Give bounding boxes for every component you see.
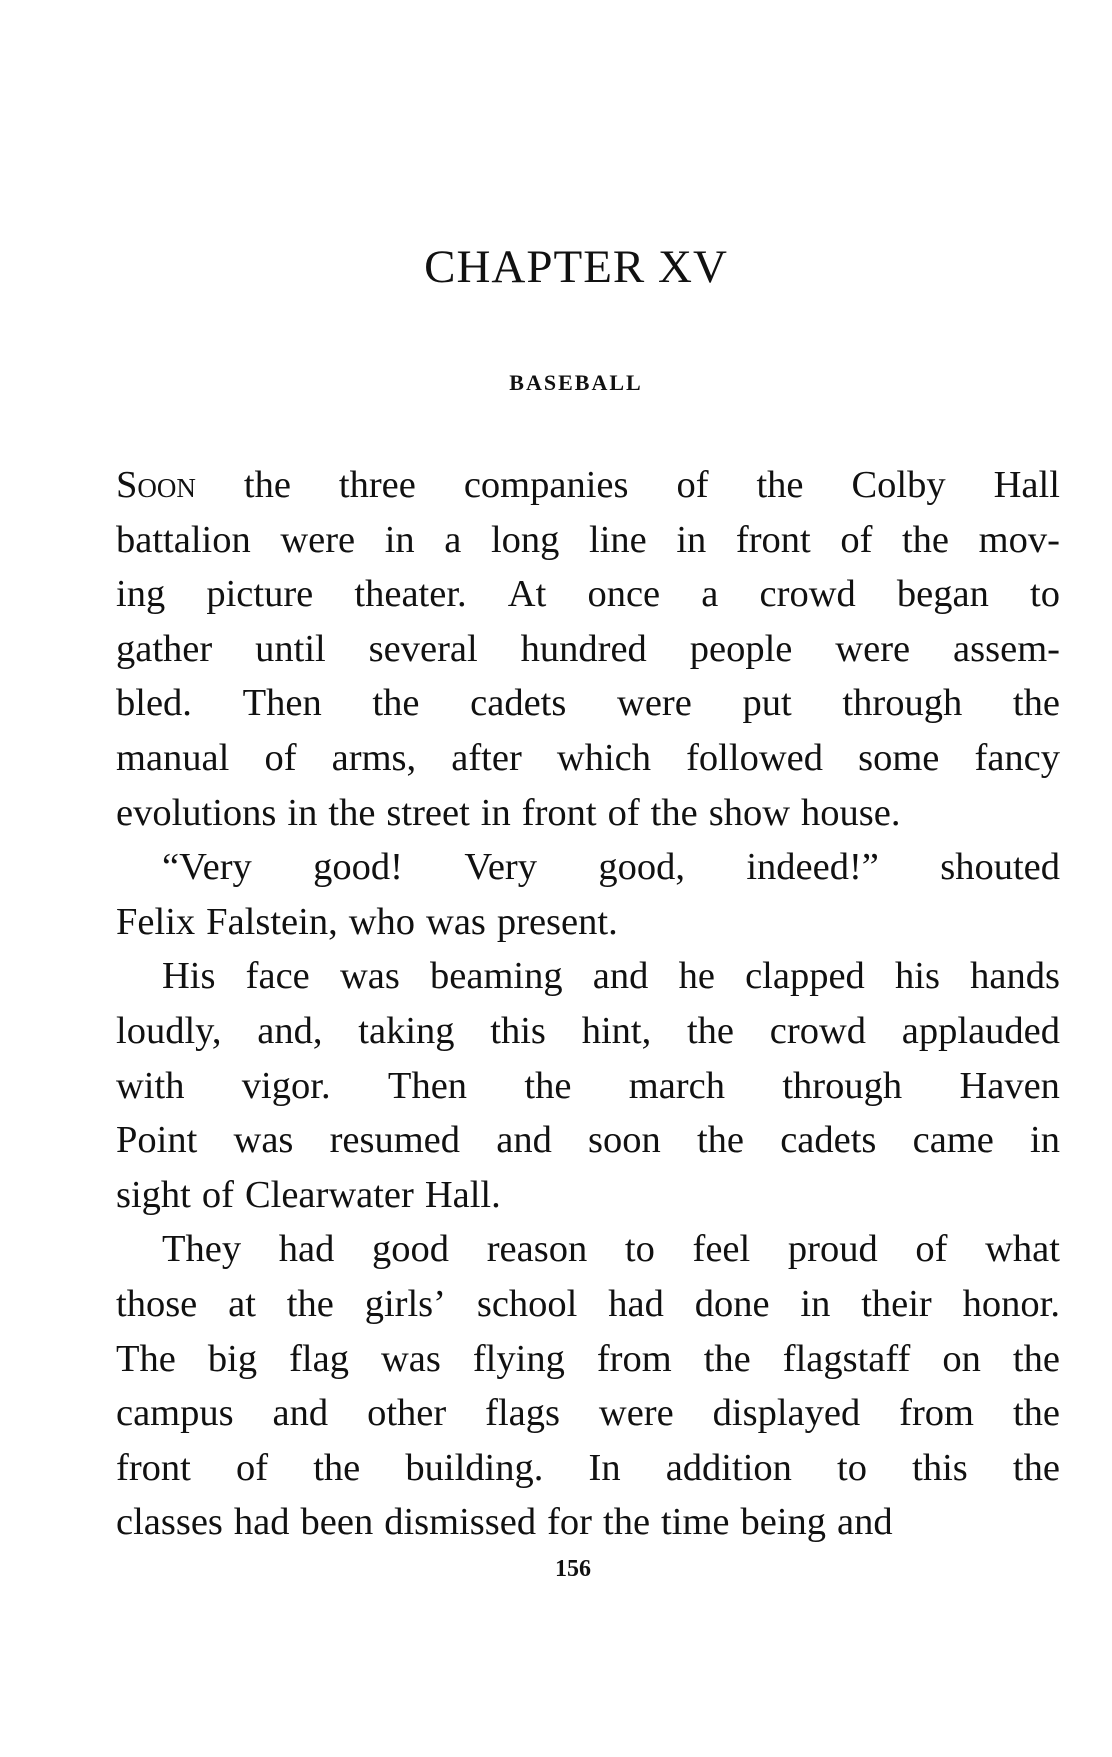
word: in <box>480 791 511 834</box>
word: They <box>162 1228 242 1271</box>
paragraph <box>116 1222 1060 1550</box>
word: in <box>676 518 707 561</box>
word: ing <box>116 573 166 616</box>
word: the <box>696 1119 745 1162</box>
word: for <box>547 1501 592 1544</box>
word: Then <box>387 1064 468 1107</box>
word: until <box>255 627 326 670</box>
word: were <box>598 1392 674 1435</box>
word: picture <box>206 573 314 616</box>
word: evolutions <box>116 791 277 834</box>
text-line <box>116 786 1060 841</box>
word: of <box>676 464 709 506</box>
word: crowd <box>759 573 856 616</box>
text-line <box>116 895 1060 950</box>
word: their <box>861 1282 932 1325</box>
word: bled. <box>116 682 192 725</box>
word: to <box>837 1446 867 1489</box>
word: the <box>603 1501 651 1544</box>
word: flagstaff <box>782 1337 911 1380</box>
word: Falstein, <box>206 900 338 943</box>
word: and, <box>257 1009 323 1052</box>
word: this <box>490 1009 546 1052</box>
word: honor. <box>962 1282 1060 1325</box>
word: battalion <box>116 518 251 561</box>
word: hint, <box>581 1009 652 1052</box>
word: building. <box>405 1446 544 1489</box>
word: girls’ <box>364 1282 446 1325</box>
word: were <box>617 682 692 725</box>
word: the <box>703 1337 751 1380</box>
word: in <box>287 791 318 834</box>
word: march <box>628 1064 725 1107</box>
word: who <box>348 900 416 943</box>
word: were <box>280 518 356 561</box>
text-line <box>116 1386 1060 1441</box>
word: good, <box>598 846 685 889</box>
word: companies <box>463 464 629 506</box>
word: cadets <box>470 682 567 725</box>
chapter-title: BASEBALL <box>509 370 643 395</box>
word: street <box>386 791 470 834</box>
text-line <box>116 458 1060 513</box>
word: three <box>338 464 416 506</box>
word: assem- <box>953 627 1060 670</box>
paragraph <box>116 840 1060 949</box>
word: At <box>507 573 547 616</box>
word: and <box>837 1501 893 1544</box>
word: those <box>116 1282 198 1325</box>
word: feel <box>692 1228 751 1271</box>
word: of <box>201 1173 234 1216</box>
word: flag <box>289 1337 349 1380</box>
word: the <box>1012 1337 1060 1380</box>
text-line <box>116 1495 1060 1550</box>
word: the <box>243 464 291 506</box>
word: were <box>835 627 911 670</box>
word: the <box>1012 1392 1060 1435</box>
text-line <box>116 1004 1060 1059</box>
word: flags <box>485 1392 560 1435</box>
word: show <box>708 791 791 834</box>
word: face <box>245 955 310 998</box>
word: school <box>476 1282 578 1325</box>
word: and <box>592 955 649 998</box>
word: Then <box>242 682 322 725</box>
paragraph <box>116 949 1060 1222</box>
word: time <box>661 1501 730 1544</box>
word: good! <box>313 846 403 889</box>
text-line <box>116 1277 1060 1332</box>
word: Clearwater <box>244 1173 414 1216</box>
word: line <box>589 518 647 561</box>
paragraph <box>116 458 1060 840</box>
word: indeed!” <box>746 846 879 889</box>
word: of <box>840 518 873 561</box>
word: crowd <box>769 1009 867 1052</box>
text-line <box>116 676 1060 731</box>
word: displayed <box>712 1392 861 1435</box>
word: Hall. <box>424 1173 501 1216</box>
word: the <box>524 1064 572 1107</box>
word: In <box>588 1446 621 1489</box>
word: a <box>701 573 719 616</box>
word: through <box>782 1064 903 1107</box>
word: put <box>742 682 792 725</box>
text-line <box>116 513 1060 568</box>
word: present. <box>496 900 618 943</box>
word: the <box>286 1282 334 1325</box>
word: which <box>556 736 651 779</box>
word: from <box>596 1337 672 1380</box>
word: was <box>426 900 486 943</box>
word: reason <box>486 1228 588 1271</box>
word: The <box>116 1337 176 1380</box>
word: the <box>756 464 804 506</box>
word: after <box>451 736 522 779</box>
word: in <box>1030 1119 1060 1162</box>
word: at <box>228 1282 256 1325</box>
word: Colby <box>851 464 946 506</box>
word: manual <box>116 736 230 779</box>
word: applauded <box>901 1009 1060 1052</box>
word: long <box>490 518 560 561</box>
word: and <box>272 1392 329 1435</box>
word: resumed <box>329 1119 461 1162</box>
word: had <box>608 1282 664 1325</box>
word: been <box>300 1501 374 1544</box>
word: Point <box>116 1119 198 1162</box>
word: and <box>496 1119 552 1162</box>
word: gather <box>116 627 213 670</box>
word: Hall <box>993 464 1060 506</box>
word: hands <box>970 955 1060 998</box>
word: the <box>1012 682 1060 725</box>
text-line <box>116 622 1060 677</box>
word: from <box>899 1392 974 1435</box>
word: he <box>678 955 715 998</box>
word: in <box>800 1282 831 1325</box>
word: the <box>328 791 376 834</box>
text-line <box>116 1332 1060 1387</box>
word: to <box>624 1228 655 1271</box>
word: good <box>372 1228 450 1271</box>
body-text <box>116 458 1060 1550</box>
word: was <box>233 1119 294 1162</box>
word: being <box>740 1501 827 1544</box>
word: several <box>368 627 478 670</box>
word: on <box>942 1337 981 1380</box>
text-line <box>116 840 1060 895</box>
word: vigor. <box>241 1064 331 1107</box>
text-line <box>116 1441 1060 1496</box>
word: this <box>912 1446 968 1489</box>
word: Soon <box>116 464 196 506</box>
word: shouted <box>940 846 1060 889</box>
word: proud <box>787 1228 878 1271</box>
word: the <box>686 1009 735 1052</box>
word: big <box>207 1337 258 1380</box>
word: his <box>895 955 940 998</box>
word: had <box>278 1228 335 1271</box>
word: addition <box>665 1446 792 1489</box>
word: loudly, <box>116 1009 222 1052</box>
word: sight <box>116 1173 191 1216</box>
word: of <box>264 736 297 779</box>
word: cadets <box>780 1119 877 1162</box>
word: of <box>915 1228 948 1271</box>
word: of <box>607 791 640 834</box>
word: other <box>367 1392 447 1435</box>
word: the <box>901 518 950 561</box>
word: front <box>116 1446 191 1489</box>
word: beaming <box>430 955 563 998</box>
text-line <box>116 949 1060 1004</box>
word: what <box>985 1228 1060 1271</box>
word: dismissed <box>384 1501 537 1544</box>
word: with <box>116 1064 185 1107</box>
word: had <box>233 1501 290 1544</box>
word: “Very <box>162 846 252 889</box>
word: came <box>912 1119 994 1162</box>
word: Haven <box>959 1064 1060 1107</box>
text-line <box>116 1168 1060 1223</box>
word: some <box>858 736 940 779</box>
word: front <box>735 518 811 561</box>
word: followed <box>686 736 823 779</box>
text-line <box>116 567 1060 622</box>
word: front <box>521 791 597 834</box>
word: done <box>694 1282 770 1325</box>
word: began <box>896 573 989 616</box>
word: people <box>689 627 793 670</box>
word: a <box>444 518 462 561</box>
word: taking <box>358 1009 455 1052</box>
word: house. <box>801 791 901 834</box>
word: clapped <box>745 955 865 998</box>
word: theater. <box>354 573 467 616</box>
word: to <box>1030 573 1060 616</box>
word: campus <box>116 1392 234 1435</box>
word: classes <box>116 1501 223 1544</box>
word: Very <box>464 846 538 889</box>
word: was <box>339 955 400 998</box>
word: of <box>235 1446 269 1489</box>
text-line <box>116 1222 1060 1277</box>
page-number: 156 <box>555 1556 591 1582</box>
word: in <box>384 518 415 561</box>
word: Felix <box>116 900 196 943</box>
word: fancy <box>974 736 1060 779</box>
word: once <box>587 573 661 616</box>
text-line <box>116 1059 1060 1114</box>
text-line <box>116 731 1060 786</box>
word: the <box>372 682 420 725</box>
word: mov- <box>978 518 1060 561</box>
word: the <box>313 1446 361 1489</box>
word: the <box>650 791 698 834</box>
word: the <box>1012 1446 1060 1489</box>
word: arms, <box>331 736 417 779</box>
text-line <box>116 1113 1060 1168</box>
word: was <box>380 1337 441 1380</box>
word: flying <box>472 1337 565 1380</box>
chapter-heading: CHAPTER XV <box>424 241 728 293</box>
word: soon <box>588 1119 661 1162</box>
word: hundred <box>520 627 647 670</box>
word: through <box>842 682 963 725</box>
word: His <box>162 955 216 998</box>
